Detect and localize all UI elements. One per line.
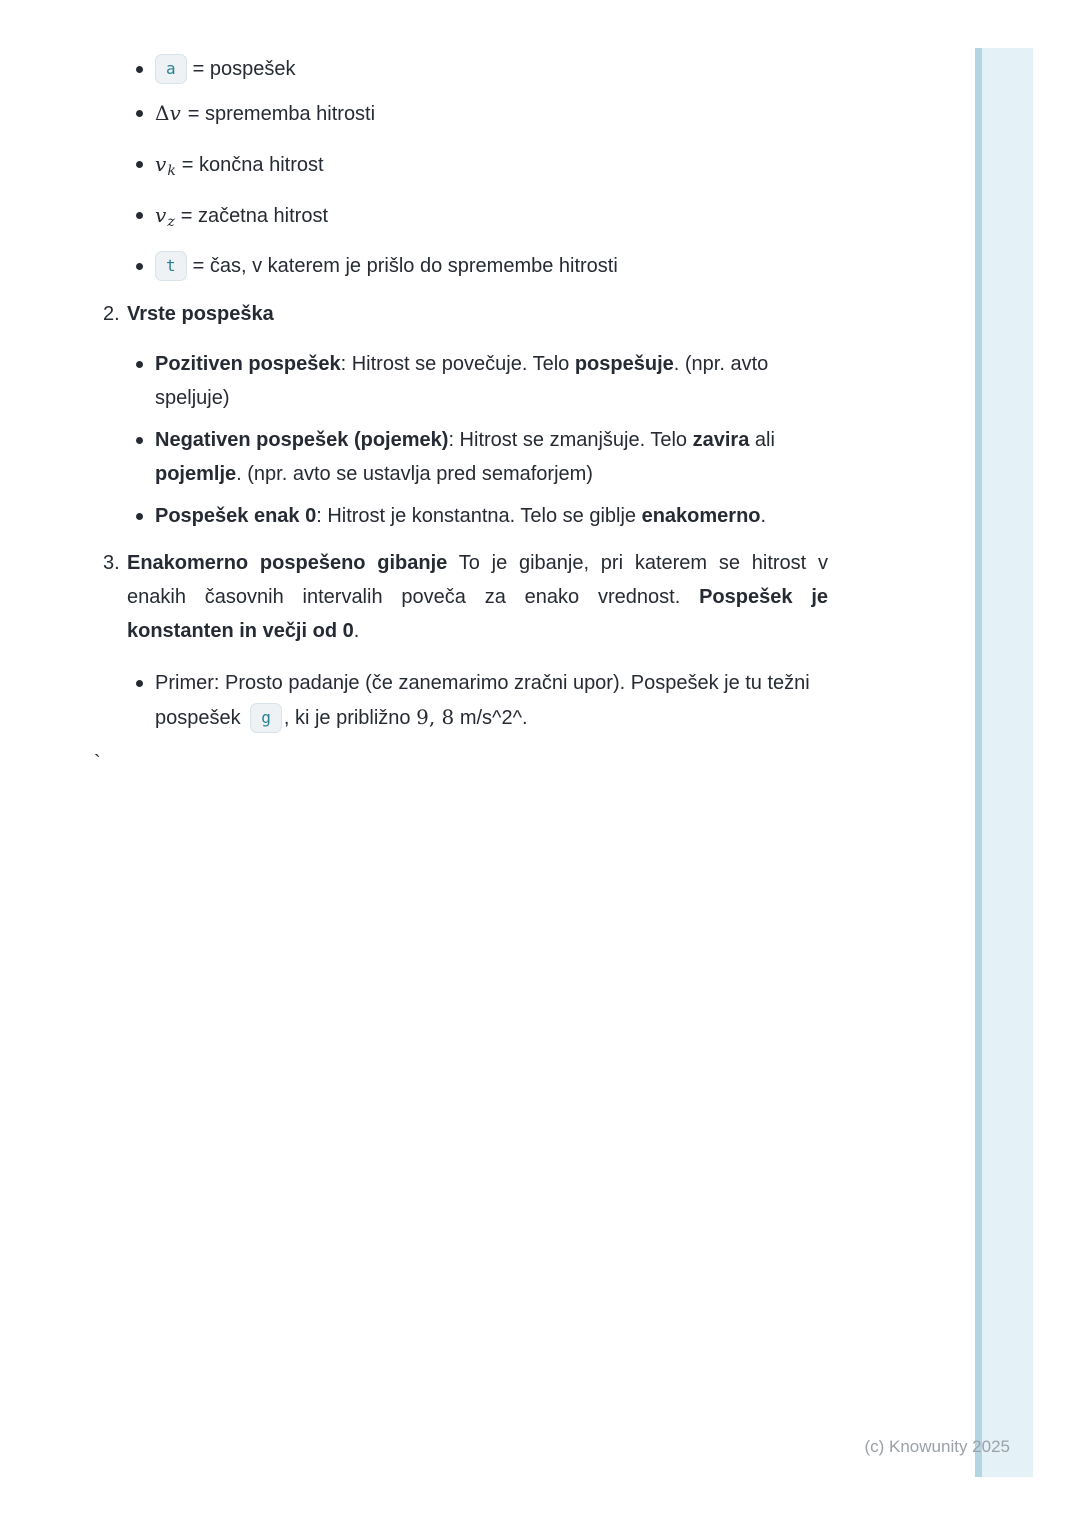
section-title: Enakomerno pospešeno gibanje [127, 552, 448, 574]
acceleration-types-list [103, 347, 828, 533]
inline-code-chip: t [155, 251, 187, 281]
definition-item-delta-v [155, 96, 828, 137]
example-list [103, 666, 828, 735]
inline-code-chip: a [155, 54, 187, 84]
inline-code-chip: g [250, 703, 282, 733]
math-variable: $v_k$ [155, 152, 176, 179]
definition-text: = pospešek [192, 58, 296, 80]
section-enakomerno-pospeseno-gibanje: 3. Enakomerno pospešeno gibanje To je gibanje, pri katerem se hitrost v enakih časovnih intervalih poveča za enako vrednost. Pospešek je konstanten in večji od 0. [103, 546, 828, 648]
section-number: 3. [103, 552, 120, 574]
list-item-negativen: Negativen pospešek (pojemek): Hitrost se zmanjšuje. Telo zavira ali pojemlje. (npr. avto se ustavlja pred semaforjem) [155, 423, 828, 491]
list-item-primer: Primer: Prosto padanje (če zanemarimo zračni upor). Pospešek je tu težni pospešek g , ki je približno 9, 8 m/s^2^. [155, 666, 828, 735]
list-item-pozitiven: Pozitiven pospešek: Hitrost se povečuje. Telo pospešuje. (npr. avto speljuje) [155, 347, 828, 415]
definition-text: = začetna hitrost [180, 205, 329, 227]
list-item-enak-0: Pospešek enak 0: Hitrost je konstantna. Telo se giblje enakomerno. [155, 499, 828, 533]
definition-item-vk [155, 147, 828, 188]
math-value: 9, 8 [416, 705, 455, 729]
section-heading-vrste-pospeska [103, 297, 828, 331]
stray-backtick: ` [94, 752, 101, 774]
section-number: 2. [103, 303, 120, 325]
math-variable: $v_z$ [155, 203, 175, 230]
definition-item-a [155, 52, 828, 86]
definition-text: = končna hitrost [181, 154, 324, 176]
definition-item-t [155, 249, 828, 283]
definition-text: = sprememba hitrosti [187, 103, 376, 125]
section-title: Vrste pospeška [127, 303, 274, 325]
definition-text: = čas, v katerem je prišlo do spremembe hitrosti [192, 255, 618, 277]
math-variable: Δv [155, 101, 181, 125]
definitions-list [103, 52, 828, 283]
copyright-notice: (c) Knowunity 2025 [864, 1437, 1010, 1456]
definition-item-vz [155, 198, 828, 239]
